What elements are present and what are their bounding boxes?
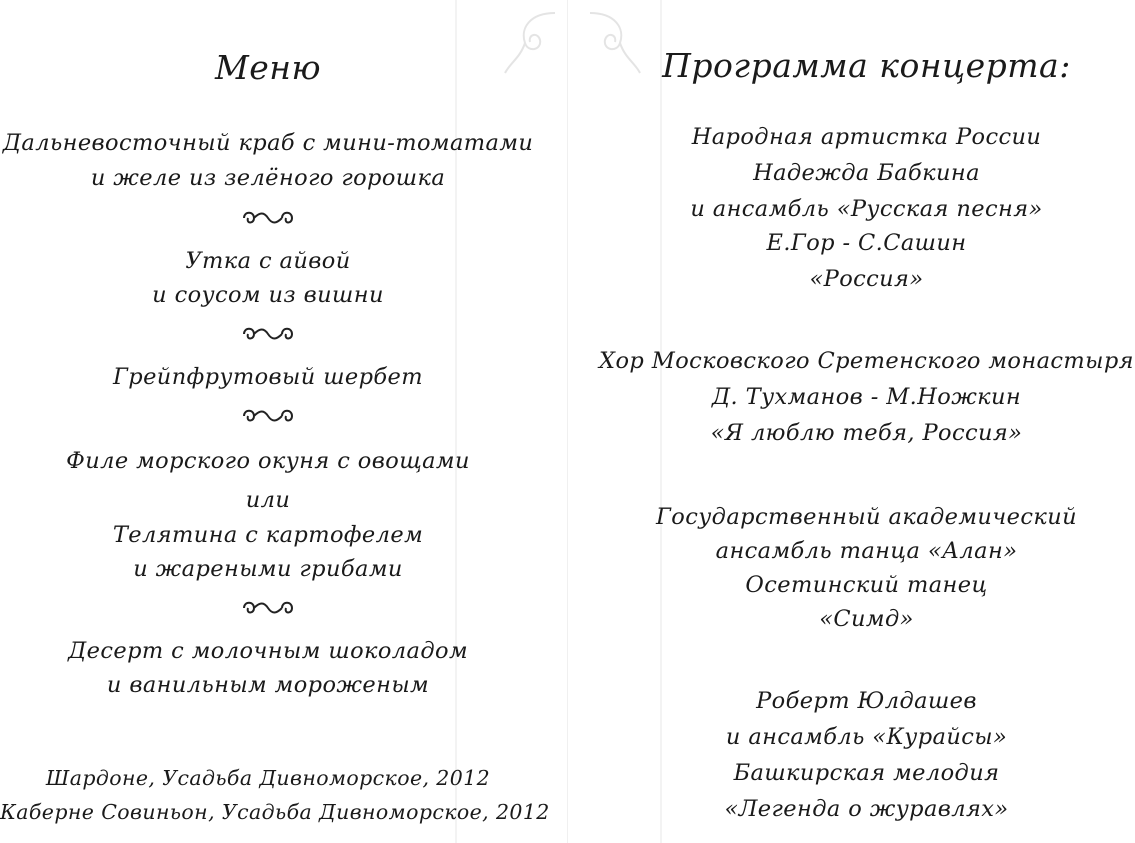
concert-line: Е.Гор - С.Сашин — [766, 230, 967, 256]
concert-line: и ансамбль «Русская песня» — [690, 196, 1043, 222]
concert-line: «Я люблю тебя, Россия» — [710, 420, 1023, 446]
concert-page — [598, 0, 1135, 843]
menu-item: и желе из зелёного горошка — [90, 165, 446, 191]
scroll-divider-icon — [0, 324, 536, 349]
menu-page — [0, 0, 550, 843]
concert-line: Хор Московского Сретенского монастыря — [599, 348, 1134, 374]
menu-item: и ванильным мороженым — [106, 672, 430, 698]
scroll-divider-icon — [0, 208, 536, 233]
concert-line: Государственный академический — [655, 504, 1078, 530]
concert-line: Роберт Юлдашев — [756, 688, 977, 714]
menu-item: и соусом из вишни — [152, 282, 384, 308]
concert-line: ансамбль танца «Алан» — [715, 538, 1018, 564]
menu-item: Утка с айвой — [185, 248, 351, 274]
wine-item: Шардоне, Усадьба Дивноморское, 2012 — [45, 766, 491, 790]
concert-line: Д. Тухманов - М.Ножкин — [711, 384, 1022, 410]
menu-item: Филе морского окуня с овощами — [66, 448, 470, 474]
scroll-divider-icon — [0, 598, 536, 623]
concert-line: Башкирская мелодия — [733, 760, 1000, 786]
menu-item: или — [245, 487, 291, 513]
menu-item: Телятина с картофелем — [112, 522, 424, 548]
concert-line: и ансамбль «Курайсы» — [725, 724, 1008, 750]
menu-item: и жареными грибами — [133, 556, 403, 582]
concert-title: Программа концерта: — [662, 46, 1071, 85]
menu-title: Меню — [214, 48, 322, 87]
concert-line: Народная артистка России — [691, 124, 1042, 150]
concert-line: Надежда Бабкина — [753, 160, 980, 186]
menu-item: Грейпфрутовый шербет — [112, 364, 424, 390]
menu-item: Десерт с молочным шоколадом — [67, 638, 469, 664]
concert-line: «Легенда о журавлях» — [724, 796, 1009, 822]
concert-line: «Россия» — [809, 266, 924, 292]
menu-item: Дальневосточный краб с мини-томатами — [2, 130, 534, 156]
scroll-divider-icon — [0, 406, 536, 431]
wine-item: Каберне Совиньон, Усадьба Дивноморское, 2012 — [0, 800, 550, 824]
concert-line: Осетинский танец — [745, 572, 988, 598]
page-fold — [567, 0, 568, 843]
concert-line: «Симд» — [819, 606, 914, 632]
